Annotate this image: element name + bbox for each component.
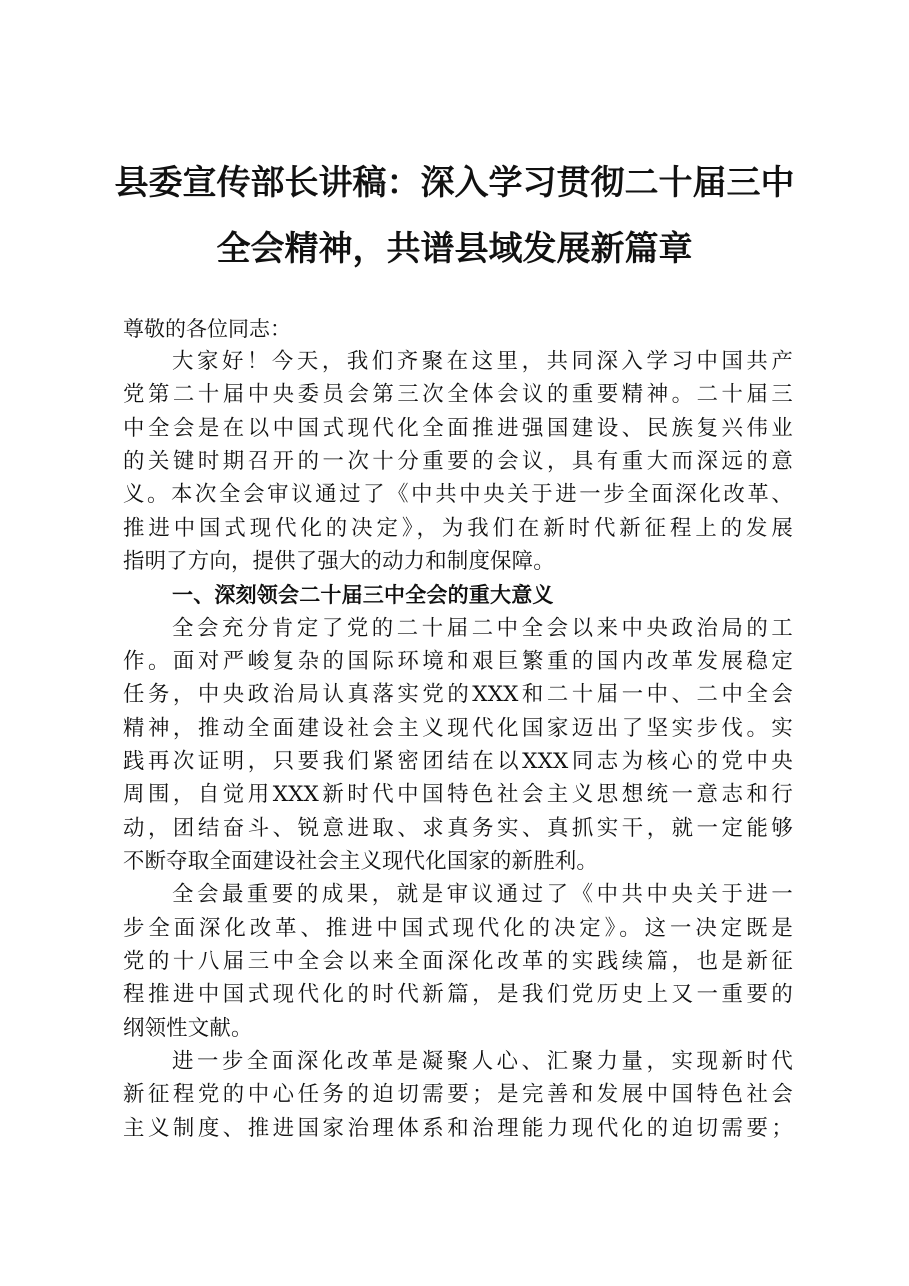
paragraph-opening <box>123 349 793 575</box>
text-line: 不断夺取全面建设社会主义现代化国家的新胜利。 <box>123 848 598 874</box>
document-title-line-2: 全会精神，共谱县域发展新篇章 <box>216 229 693 269</box>
document-body <box>123 316 793 1149</box>
paragraph-reform-need <box>123 1049 793 1142</box>
text-line: 任务，中央政治局认真落实党的XXX和二十届一中、二中全会 <box>123 682 793 708</box>
section-heading-text: 一、深刻领会二十届三中全会的重大意义 <box>172 583 554 608</box>
text-line: 的关键时期召开的一次十分重要的会议，具有重大而深远的意 <box>123 448 793 474</box>
text-line: 动，团结奋斗、锐意进取、求真务实、真抓实干，就一定能够 <box>123 815 793 841</box>
text-line: 精神，推动全面建设社会主义现代化国家迈出了坚实步伐。实 <box>123 715 793 741</box>
paragraph-review <box>123 616 793 875</box>
text-line: 作。面对严峻复杂的国际环境和艰巨繁重的国内改革发展稳定 <box>123 648 793 674</box>
text-line: 义。本次全会审议通过了《中共中央关于进一步全面深化改革、 <box>123 482 793 508</box>
text-line: 新征程党的中心任务的迫切需要；是完善和发展中国特色社会 <box>123 1082 793 1108</box>
text-line: 党第二十届中央委员会第三次全体会议的重要精神。二十届三 <box>123 382 793 408</box>
section-heading <box>123 582 793 608</box>
text-line: 全会最重要的成果，就是审议通过了《中共中央关于进一 <box>172 882 793 908</box>
text-line: 全会充分肯定了党的二十届二中全会以来中央政治局的工 <box>172 615 793 641</box>
text-line: 大家好！今天，我们齐聚在这里，共同深入学习中国共产 <box>172 349 793 374</box>
text-line: 践再次证明，只要我们紧密团结在以XXX同志为核心的党中央 <box>123 748 793 774</box>
text-line: 党的十八届三中全会以来全面深化改革的实践续篇，也是新征 <box>123 948 793 974</box>
text-line: 纲领性文献。 <box>123 1015 253 1041</box>
paragraph-achievement <box>123 882 793 1041</box>
text-line: 指明了方向，提供了强大的动力和制度保障。 <box>123 548 555 574</box>
text-line: 周围，自觉用XXX新时代中国特色社会主义思想统一意志和行 <box>123 782 793 808</box>
text-line: 程推进中国式现代化的时代新篇，是我们党历史上又一重要的 <box>123 982 793 1008</box>
document-title-line-1: 县委宣传部长讲稿：深入学习贯彻二十届三中 <box>114 163 795 203</box>
salutation: 尊敬的各位同志： <box>123 317 291 341</box>
text-line: 主义制度、推进国家治理体系和治理能力现代化的迫切需要； <box>123 1115 793 1141</box>
text-line: 进一步全面深化改革是凝聚人心、汇聚力量，实现新时代 <box>172 1048 793 1074</box>
text-line: 推进中国式现代化的决定》，为我们在新时代新征程上的发展 <box>123 515 793 541</box>
text-line: 步全面深化改革、推进中国式现代化的决定》。这一决定既是 <box>123 915 793 941</box>
text-line: 中全会是在以中国式现代化全面推进强国建设、民族复兴伟业 <box>123 415 793 441</box>
